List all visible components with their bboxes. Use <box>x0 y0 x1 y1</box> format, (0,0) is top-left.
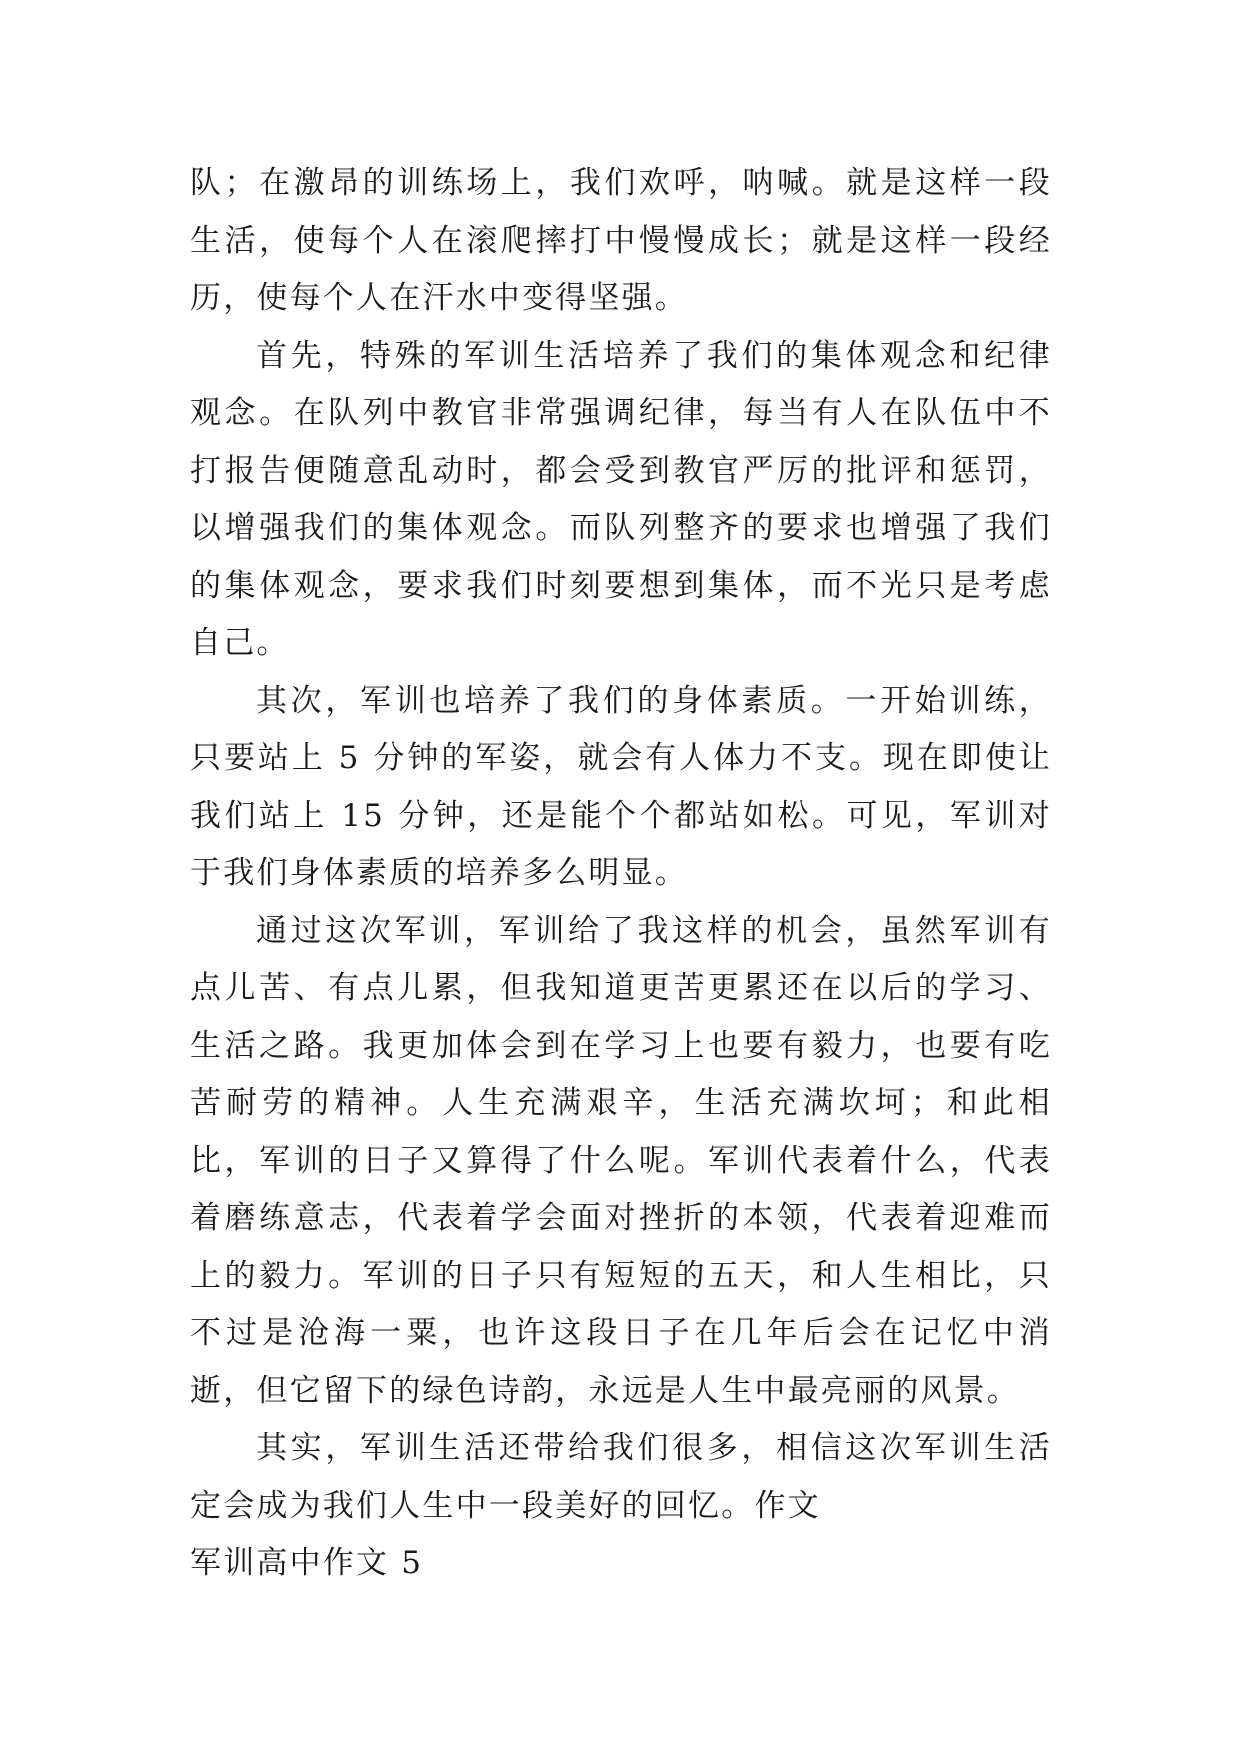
document-body <box>190 155 1052 1593</box>
paragraph-discipline: 首先，特殊的军训生活培养了我们的集体观念和纪律观念。在队列中教官非常强调纪律，每当有人在队伍中不打报告便随意乱动时，都会受到教官严厉的批评和惩罚，以增强我们的集体观念。而队列整齐的要求也增强了我们的集体观念，要求我们时刻要想到集体，而不光只是考虑自己。 <box>190 337 1052 661</box>
paragraph-physical-fitness: 其次，军训也培养了我们的身体素质。一开始训练，只要站上 5 分钟的军姿，就会有人体力不支。现在即使让我们站上 15 分钟，还是能个个都站如松。可见，军训对于我们身体素质的培养多么明显。 <box>190 682 1052 891</box>
paragraph-conclusion: 其实，军训生活还带给我们很多，相信这次军训生活定会成为我们人生中一段美好的回忆。作文 <box>190 1430 1052 1524</box>
next-essay-title: 军训高中作文 5 <box>190 1545 424 1581</box>
paragraph-reflection: 通过这次军训，军训给了我这样的机会，虽然军训有点儿苦、有点儿累，但我知道更苦更累还在以后的学习、生活之路。我更加体会到在学习上也要有毅力，也要有吃苦耐劳的精神。人生充满艰辛，生活充满坎坷；和此相比，军训的日子又算得了什么呢。军训代表着什么，代表着磨练意志，代表着学会面对挫折的本领，代表着迎难而上的毅力。军训的日子只有短短的五天，和人生相比，只不过是沧海一粟，也许这段日子在几年后会在记忆中消逝，但它留下的绿色诗韵，永远是人生中最亮丽的风景。 <box>190 912 1052 1409</box>
paragraph-continuation: 队；在激昂的训练场上，我们欢呼，呐喊。就是这样一段生活，使每个人在滚爬摔打中慢慢成长；就是这样一段经历，使每个人在汗水中变得坚强。 <box>190 165 1052 316</box>
